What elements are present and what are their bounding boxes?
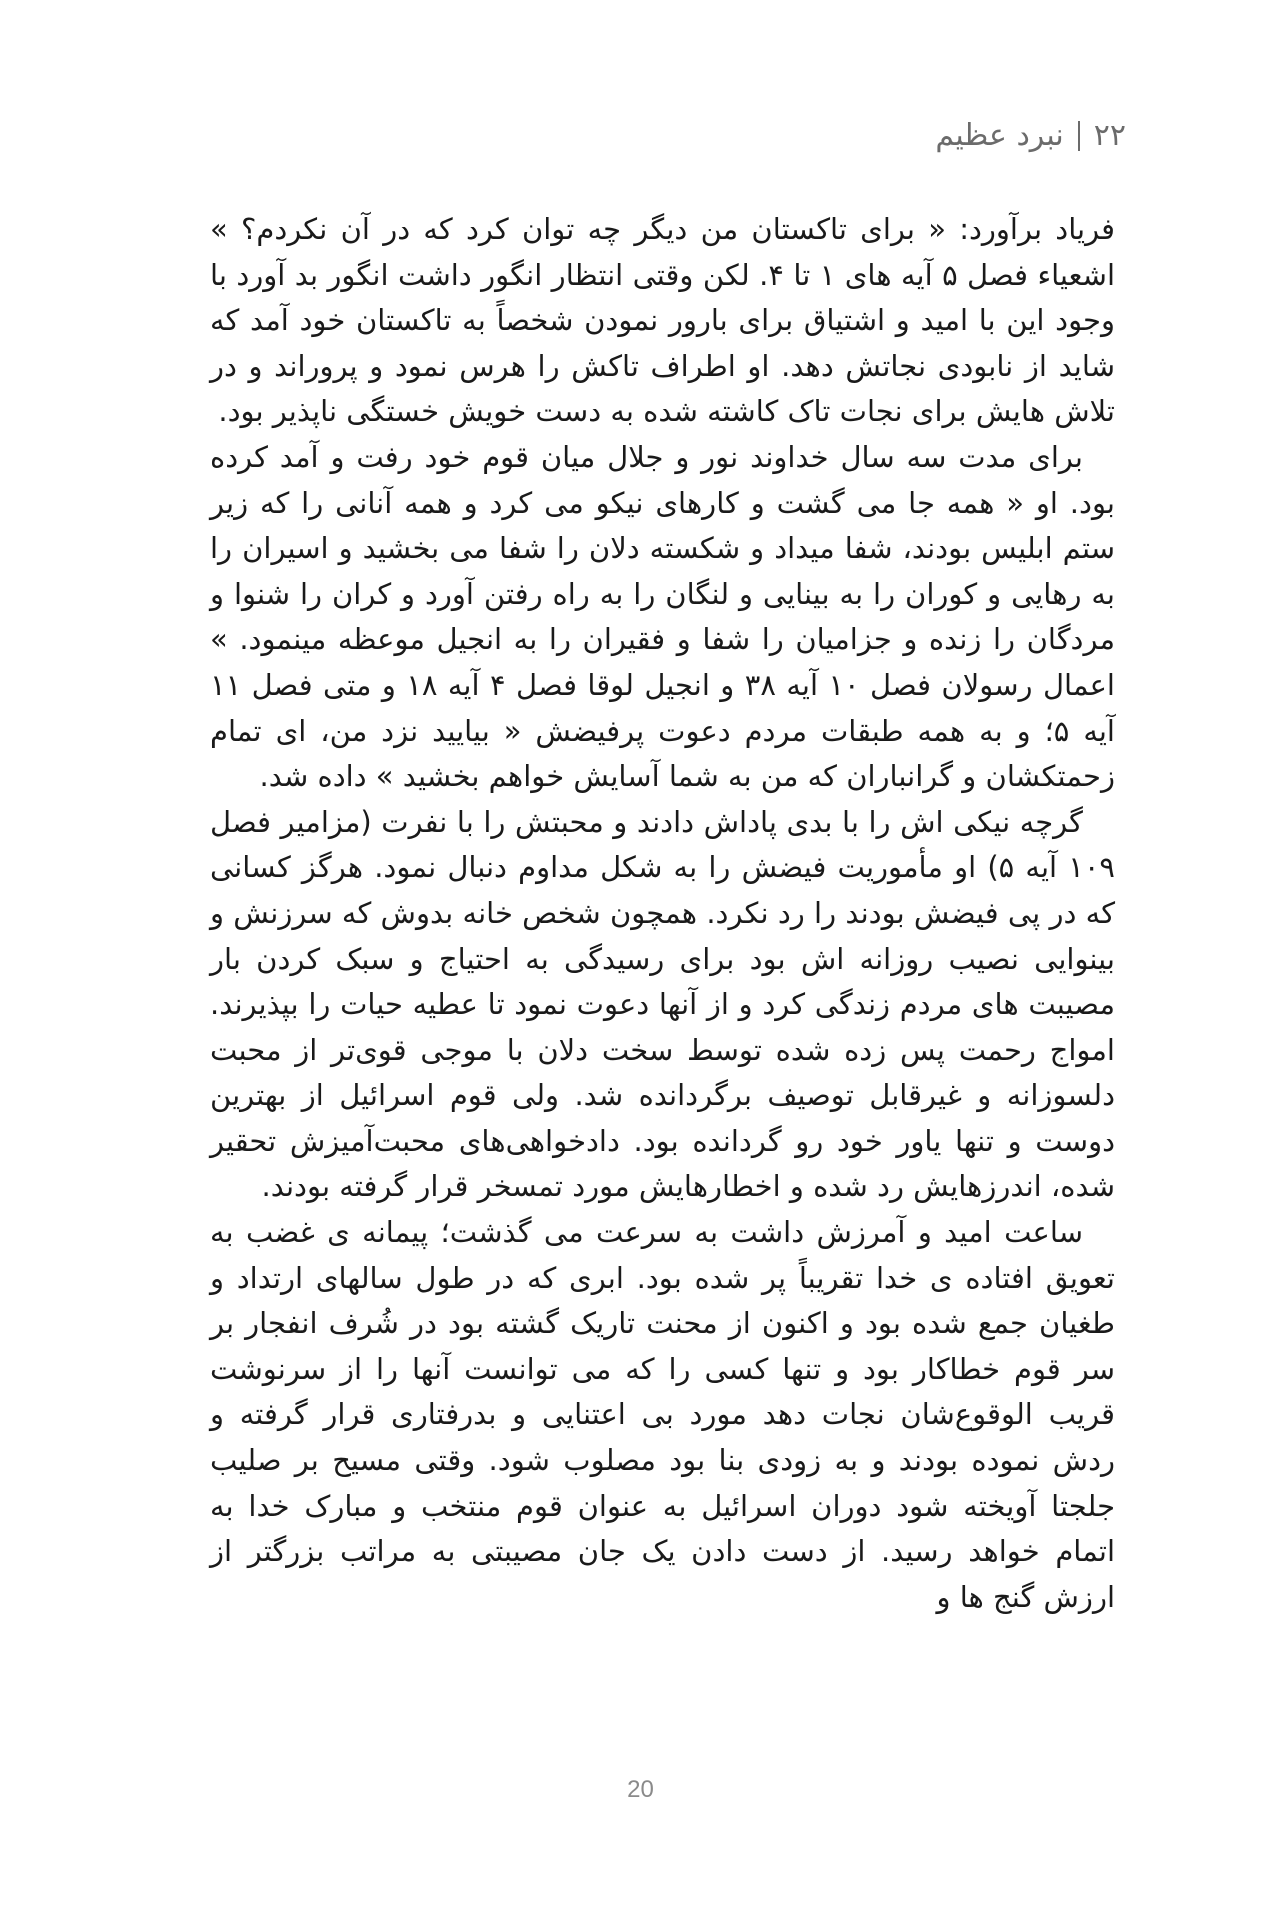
header-page-number: ۲۲ [1093,118,1126,153]
header-separator [1078,121,1080,151]
running-header [935,118,1126,153]
paragraph-3: گرچه نیکی اش را با بدی پاداش دادند و محبتش را با نفرت (مزامیر فصل ۱۰۹ آیه ۵) او مأموریت فیضش را به شکل مداوم دنبال نمود. هرگز کسانی که در پی فیضش بودند را رد نکرد. همچون شخص خانه بدوش که سرزنش و بینوایی نصیب روزانه اش بود برای رسیدگی به احتیاج و سبک کردن بار مصیبت های مردم زندگی کرد و از آنها دعوت نمود تا عطیه حیات را بپذیرند. امواج رحمت پس زده شده توسط سخت دلان با موجی قوی‌تر از محبت دلسوزانه و غیرقابل توصیف برگردانده شد. ولی قوم اسرائیل از بهترین دوست و تنها یاور خود رو گردانده بود. دادخواهی‌های محبت‌آمیزش تحقیر شده، اندرزهایش رد شده و اخطارهایش مورد تمسخر قرار گرفته بودند. [210,804,1115,1204]
body-text [210,207,1115,1620]
header-book-title: نبرد عظیم [935,118,1064,153]
paragraph-1: فریاد برآورد: « برای تاکستان من دیگر چه توان کرد که در آن نکردم؟ » اشعیاء فصل ۵ آیه های ۱ تا ۴. لکن وقتی انتظار انگور داشت انگور بد آورد با وجود این با امید و اشتیاق برای بارور نمودن شخصاً به تاکستان خود آمد که شاید از نابودی نجاتش دهد. او اطراف تاکش را هرس نمود و پروراند و در تلاش هایش برای نجات تاک کاشته شده به دست خویش خستگی ناپذیر بود. [210,212,1116,429]
folio-page-number: 20 [627,1776,654,1803]
paragraph-2: برای مدت سه سال خداوند نور و جلال میان قوم خود رفت و آمد کرده بود. او « همه جا می گشت و کارهای نیکو می کرد و همه آنانی را که زیر ستم ابلیس بودند، شفا میداد و شکسته دلان را شفا می بخشید و اسیران را به رهایی و کوران را به بینایی و لنگان را به راه رفتن آورد و کران را شنوا و مردگان را زنده و جزامیان را شفا و فقیران را به انجیل موعظه مینمود. » اعمال رسولان فصل ۱۰ آیه ۳۸ و انجیل لوقا فصل ۴ آیه ۱۸ و متی فصل ۱۱ آیه ۵؛ و به همه طبقات مردم دعوت پرفیضش « بیایید نزد من، ای تمام زحمتکشان و گرانباران که من به شما آسایش خواهم بخشید » داده شد. [210,439,1115,794]
paragraph-4: ساعت امید و آمرزش داشت به سرعت می گذشت؛ پیمانه ی غضب به تعویق افتاده ی خدا تقریباً پر شده بود. ابری که در طول سالهای ارتداد و طغیان جمع شده بود و اکنون از محنت تاریک گشته بود در شُرف انفجار بر سر قوم خطاکار بود و تنها کسی را که می توانست آنها را از سرنوشت قریب الوقوع‌شان نجات دهد مورد بی اعتنایی و بدرفتاری قرار گرفته و ردش نموده بودند و به زودی بنا بود مصلوب شود. وقتی مسیح بر صلیب جلجتا آویخته شود دوران اسرائیل به عنوان قوم منتخب و مبارک خدا به اتمام خواهد رسید. از دست دادن یک جان مصیبتی به مراتب بزرگتر از ارزش گنج ها و [210,1215,1115,1614]
